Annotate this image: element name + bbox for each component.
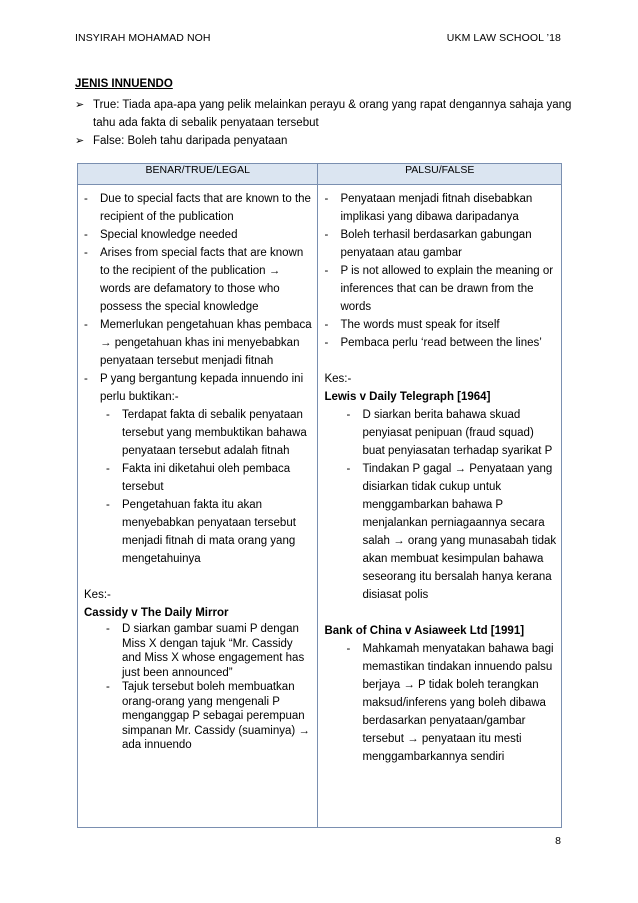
intro-bullet-false [75,132,575,150]
list-item: - P yang bergantung kepada innuendo ini perlu buktikan:- [84,373,304,403]
column-header-true: BENAR/TRUE/LEGAL [78,164,318,185]
sub-list-item: - Pengetahuan fakta itu akan menyebabkan penyataan tersebut menjadi fitnah di mata orang yang mengetahuinya [106,499,296,565]
bullet-text: False: Boleh tahu daripada penyataan [93,135,288,147]
case-point: - Tajuk tersebut boleh membuatkan orang-orang yang mengenali P menganggap P sebagai perempuan simpanan Mr. Cassidy (suaminya) → ada innuendo [106,681,310,751]
true-column-cell [78,185,318,828]
list-item: - Memerlukan pengetahuan khas pembaca → pengetahuan khas ini menyebabkan penyataan tersebut menjadi fitnah [84,319,312,367]
comparison-table [77,163,562,828]
running-header-school: UKM LAW SCHOOL ’18 [446,32,561,44]
list-item: - Arises from special facts that are known to the recipient of the publication → words are defamatory to those who possess the special knowledge [84,247,304,313]
case-name: Lewis v Daily Telegraph [1964] [324,391,491,403]
list-item: - Boleh terhasil berdasarkan gabungan penyataan atau gambar [324,229,532,259]
sub-list-item: - Fakta ini diketahui oleh pembaca tersebut [106,463,291,493]
list-item: - Pembaca perlu ‘read between the lines’ [324,337,542,349]
column-header-false: PALSU/FALSE [318,164,562,185]
list-item: - The words must speak for itself [324,319,500,331]
list-item: - Penyataan menjadi fitnah disebabkan implikasi yang dibawa daripadanya [324,193,533,223]
intro-bullet-true [75,96,575,132]
page-number: 8 [555,835,561,847]
section-title: JENIS INNUENDO [75,78,173,90]
case-name: Bank of China v Asiaweek Ltd [1991] [324,625,525,637]
case-point: - Tindakan P gagal → Penyataan yang disiarkan tidak cukup untuk menggambarkan bahawa P menjalankan perniagaannya secara salah → orang yang munasabah tidak akan membuat kesimpulan bahawa seseorang itu bersalah hanya kerana disiasat polis [346,463,557,601]
running-header-author: INSYIRAH MOHAMAD NOH [75,32,211,44]
false-column-cell [318,185,562,828]
case-point: - D siarkan gambar suami P dengan Miss X dengan tajuk “Mr. Cassidy and Miss X whose engagement has just been announced” [106,623,305,679]
list-item: - Special knowledge needed [84,229,238,241]
case-point: - D siarkan berita bahawa skuad penyiasat penipuan (fraud squad) buat penyiasatan terhadap syarikat P [346,409,553,457]
sub-list-item: - Terdapat fakta di sebalik penyataan tersebut yang membuktikan bahawa penyataan tersebut adalah fitnah [106,409,307,457]
case-point: - Mahkamah menyatakan bahawa bagi memastikan tindakan innuendo palsu berjaya → P tidak boleh terangkan maksud/inferens yang boleh dibawa berdasarkan penyataan/gambar tersebut → penyataan itu mesti menggambarkannya sendiri [346,643,554,763]
kes-label: Kes:- [324,373,352,385]
arrow-bullet-icon: ➢ [75,135,85,147]
arrow-bullet-icon: ➢ [75,99,85,111]
list-item: - P is not allowed to explain the meaning or inferences that can be drawn from the words [324,265,554,313]
case-name: Cassidy v The Daily Mirror [84,607,229,619]
kes-label: Kes:- [84,589,111,601]
bullet-text: True: Tiada apa-apa yang pelik melainkan perayu & orang yang rapat dengannya sahaja yang tahu ada fakta di sebalik penyataan tersebut [93,99,572,129]
list-item: - Due to special facts that are known to the recipient of the publication [84,193,311,223]
intro-bullet-list [75,96,575,150]
